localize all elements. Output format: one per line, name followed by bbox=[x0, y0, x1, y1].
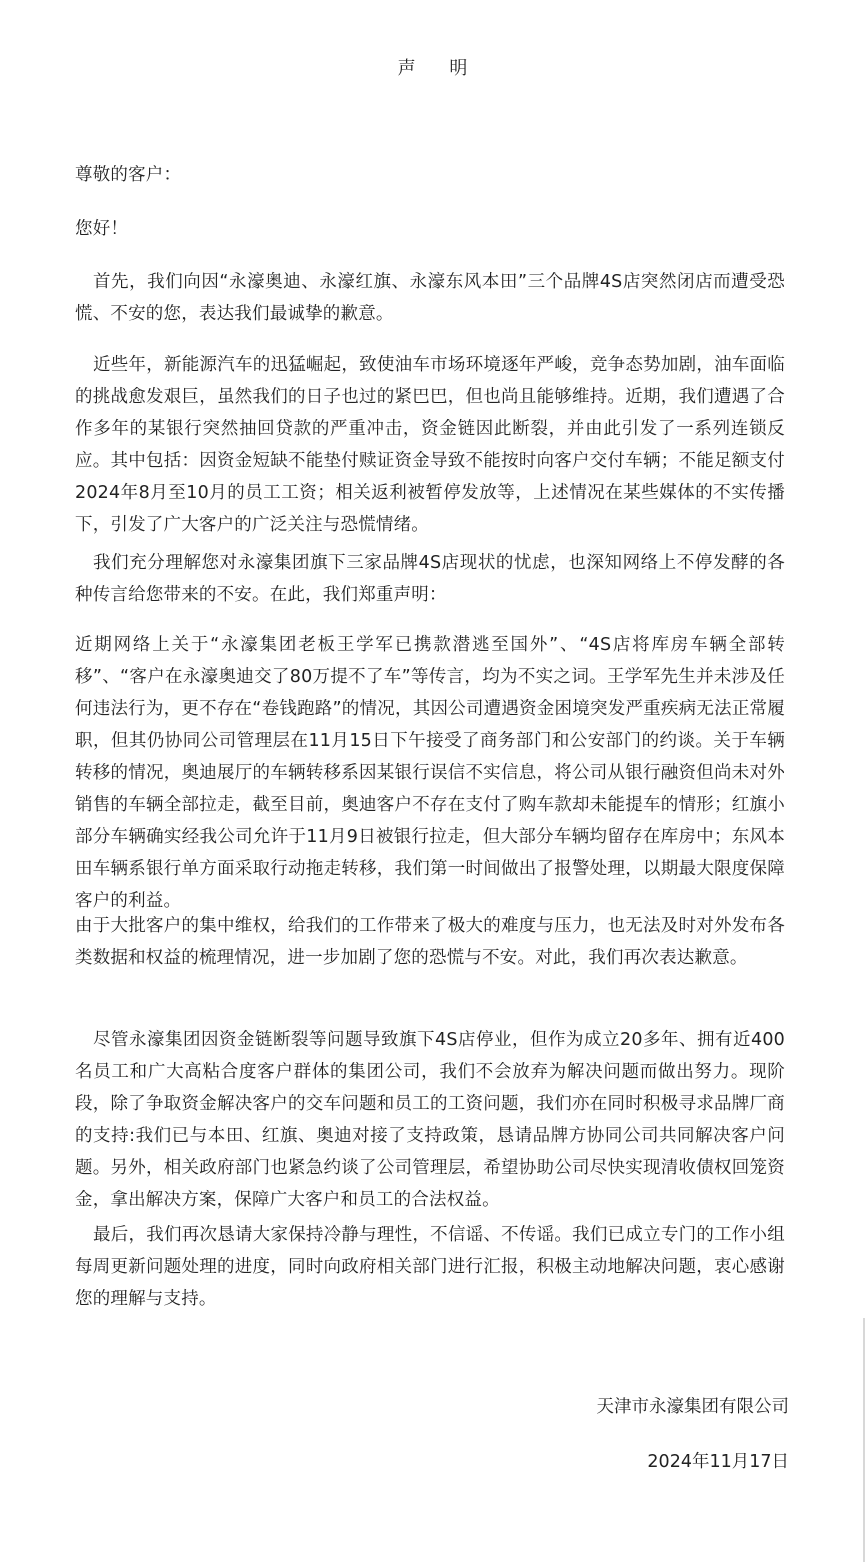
greeting: 您好！ bbox=[75, 219, 129, 239]
salutation: 尊敬的客户： bbox=[75, 165, 182, 185]
paragraph-rights-protection: 由于大批客户的集中维权，给我们的工作带来了极大的难度与压力，也无法及时对外发布各类数据和权益的梳理情况，进一步加剧了您的恐慌与不安。对此，我们再次表达歉意。 bbox=[75, 916, 785, 968]
signature-date: 2024年11月17日 bbox=[647, 1452, 789, 1472]
signature-company: 天津市永濠集团有限公司 bbox=[596, 1397, 789, 1417]
paragraph-closing: 最后，我们再次恳请大家保持冷静与理性，不信谣、不传谣。我们已成立专门的工作小组每周更新问题处理的进度，同时向政府相关部门进行汇报，积极主动地解决问题，衷心感谢您的理解与支持。 bbox=[75, 1225, 785, 1309]
paragraph-background: 近些年，新能源汽车的迅猛崛起，致使油车市场环境逐年严峻，竞争态势加剧，油车面临的挑战愈发艰巨，虽然我们的日子也过的紧巴巴，但也尚且能够维持。近期，我们遭遇了合作多年的某银行突然抽回贷款的严重冲击，资金链因此断裂，并由此引发了一系列连锁反应。其中包括：因资金短缺不能垫付赎证资金导致不能按时向客户交付车辆；不能足额支付2024年8月至10月的员工工资；相关返利被暂停发放等，上述情况在某些媒体的不实传播下，引发了广大客户的广泛关注与恐慌情绪。 bbox=[75, 355, 785, 535]
paragraph-apology: 首先，我们向因“永濠奥迪、永濠红旗、永濠东风本田”三个品牌4S店突然闭店而遭受恐慌、不安的您，表达我们最诚挚的歉意。 bbox=[75, 272, 785, 324]
paragraph-understanding: 我们充分理解您对永濠集团旗下三家品牌4S店现状的忧虑，也深知网络上不停发酵的各种传言给您带来的不安。在此，我们郑重声明： bbox=[75, 553, 785, 605]
document-title: 声 明 bbox=[397, 58, 482, 79]
paragraph-rumor-clarification: 近期网络上关于“永濠集团老板王学军已携款潜逃至国外”、“4S店将库房车辆全部转移”、“客户在永濠奥迪交了80万提不了车”等传言，均为不实之词。王学军先生并未涉及任何违法行为，更不存在“卷钱跑路”的情况，其因公司遭遇资金困境突发严重疾病无法正常履职，但其仍协同公司管理层在11月15日下午接受了商务部门和公安部门的约谈。关于车辆转移的情况，奥迪展厅的车辆转移系因某银行误信不实信息，将公司从银行融资但尚未对外销售的车辆全部拉走，截至目前，奥迪客户不存在支付了购车款却未能提车的情形；红旗小部分车辆确实经我公司允许于11月9日被银行拉走，但大部分车辆均留存在库房中；东风本田车辆系银行单方面采取行动拖走转移，我们第一时间做出了报警处理，以期最大限度保障客户的利益。 bbox=[75, 635, 785, 911]
paragraph-efforts: 尽管永濠集团因资金链断裂等问题导致旗下4S店停业，但作为成立20多年、拥有近400名员工和广大高粘合度客户群体的集团公司，我们不会放弃为解决问题而做出努力。现阶段，除了争取资金解决客户的交车问题和员工的工资问题，我们亦在同时积极寻求品牌厂商的支持:我们已与本田、红旗、奥迪对接了支持政策，恳请品牌方协同公司共同解决客户问题。另外，相关政府部门也紧急约谈了公司管理层，希望协助公司尽快实现清收债权回笼资金，拿出解决方案，保障广大客户和员工的合法权益。 bbox=[75, 1030, 785, 1210]
